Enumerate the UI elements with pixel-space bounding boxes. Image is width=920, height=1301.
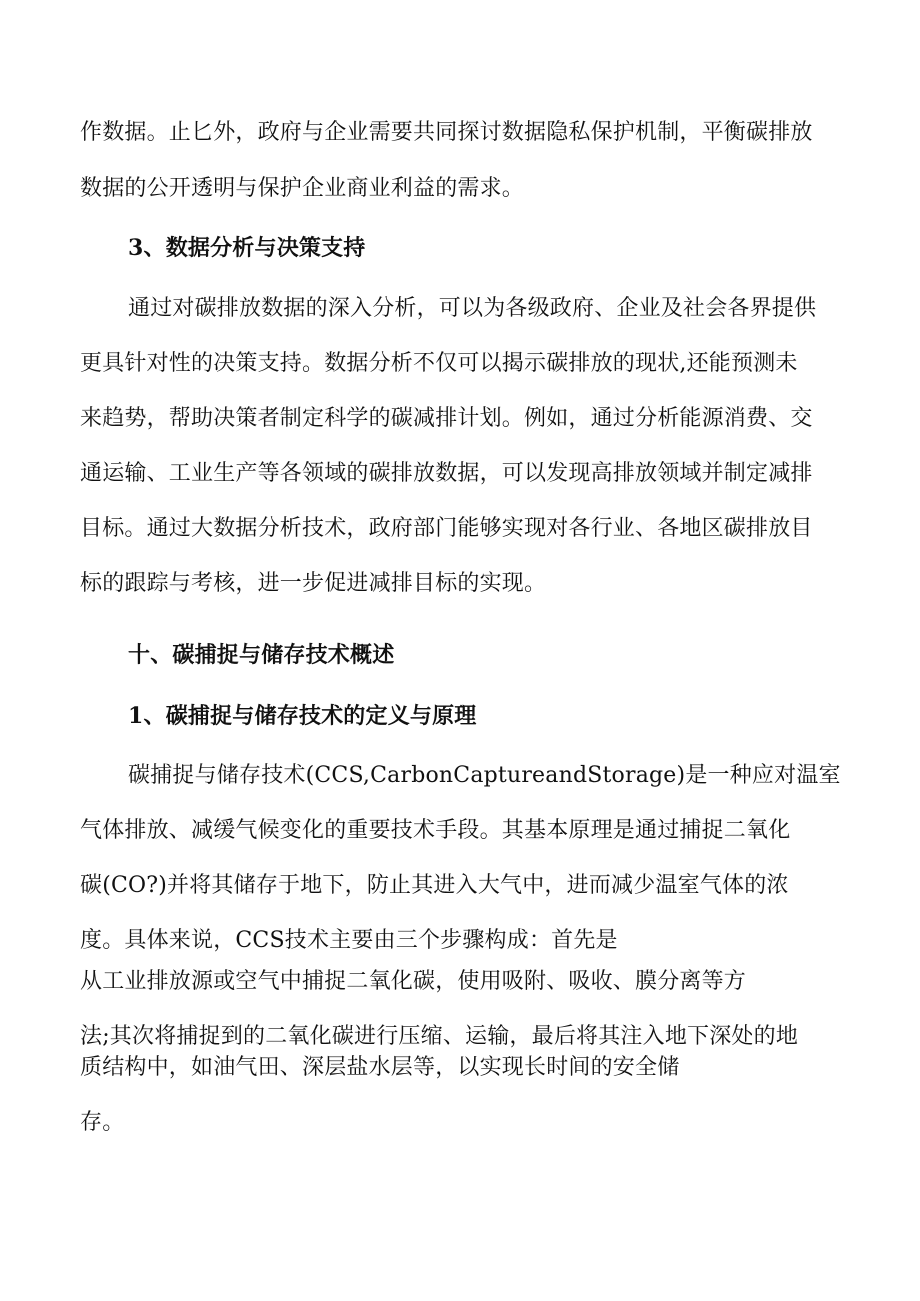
chapter-heading: 十、碳捕捉与储存技术概述 <box>128 642 395 668</box>
paragraph-line: 存。 <box>80 1110 125 1135</box>
paragraph-line: 更具针对性的决策支持。数据分析不仅可以揭示碳排放的现状,还能预测未 <box>80 351 798 376</box>
paragraph-line: 气体排放、减缓气候变化的重要技术手段。其基本原理是通过捕捉二氧化 <box>80 818 791 843</box>
paragraph-line: 标的跟踪与考核，进一步促进减排目标的实现。 <box>80 571 547 596</box>
paragraph-line: 作数据。止匕外，政府与企业需要共同探讨数据隐私保护机制，平衡碳排放 <box>80 120 813 145</box>
paragraph-line: 通运输、工业生产等各领域的碳排放数据，可以发现高排放领域并制定减排 <box>80 461 813 486</box>
paragraph-line: 法;其次将捕捉到的二氧化碳进行压缩、运输，最后将其注入地下深处的地 <box>80 1024 799 1049</box>
paragraph-line: 通过对碳排放数据的深入分析，可以为各级政府、企业及社会各界提供 <box>128 296 817 321</box>
section-heading: 3、数据分析与决策支持 <box>128 235 366 261</box>
section-heading: 1、碳捕捉与储存技术的定义与原理 <box>128 703 477 729</box>
paragraph-line: 质结构中，如油气田、深层盐水层等，以实现长时间的安全储 <box>80 1055 680 1080</box>
paragraph-line: 目标。通过大数据分析技术，政府部门能够实现对各行业、各地区碳排放目 <box>80 516 813 541</box>
paragraph-line: 来趋势，帮助决策者制定科学的碳减排计划。例如，通过分析能源消费、交 <box>80 406 813 431</box>
paragraph-line: 碳(CO?)并将其储存于地下，防止其进入大气中，进而减少温室气体的浓 <box>80 873 789 898</box>
paragraph-line: 数据的公开透明与保护企业商业利益的需求。 <box>80 176 525 201</box>
paragraph-line: 碳捕捉与储存技术(CCS,CarbonCaptureandStorage)是一种应对温室 <box>128 763 841 788</box>
paragraph-line: 从工业排放源或空气中捕捉二氧化碳，使用吸附、吸收、膜分离等方 <box>80 969 747 994</box>
paragraph-line: 度。具体来说，CCS技术主要由三个步骤构成：首先是 <box>80 928 618 953</box>
